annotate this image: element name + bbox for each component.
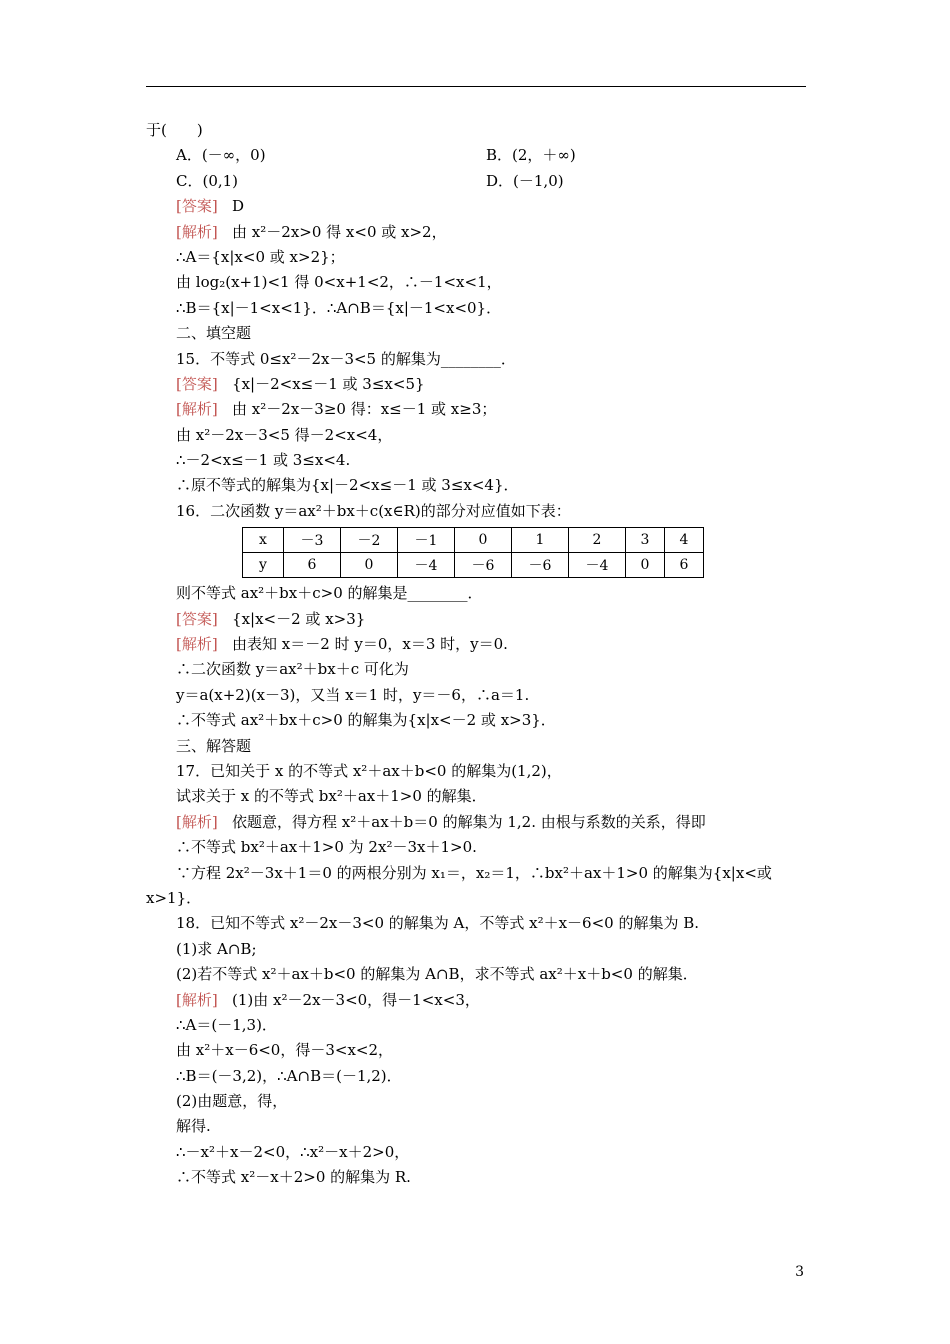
q16-analysis-line: y＝a(x+2)(x－3)，又当 x＝1 时，y＝－6，∴a＝1. [176, 685, 530, 704]
q15-analysis-line [146, 397, 806, 422]
q15-stem: 15．不等式 0≤x²－2x－3<5 的解集为________． [176, 349, 516, 368]
header-rule [146, 86, 806, 87]
q18-analysis-line: ∴不等式 x²－x＋2>0 的解集为 R. [176, 1168, 411, 1187]
q17-stem: 17．已知关于 x 的不等式 x²＋ax＋b<0 的解集为(1,2)， [176, 761, 562, 780]
q16-analysis-line [146, 632, 806, 657]
q16-analysis-line: ∴二次函数 y＝ax²＋bx＋c 可化为 [176, 660, 409, 679]
table-row [243, 528, 704, 553]
q17-analysis-line: ∴不等式 bx²＋ax＋1>0 为 2x²－3x＋1>0. [176, 838, 477, 857]
table-cell: 4 [665, 528, 704, 553]
table-cell: 3 [626, 528, 665, 553]
analysis-tag: [解析] [176, 400, 218, 419]
q16-analysis-line: ∴不等式 ax²＋bx＋c>0 的解集为{x|x<－2 或 x>3}． [176, 711, 556, 730]
q16-analysis-text: 由表知 x＝－2 时 y＝0，x＝3 时，y＝0. [232, 635, 508, 654]
q15-analysis-line: ∴－2<x≤－1 或 3≤x<4. [176, 451, 351, 470]
analysis-tag: [解析] [176, 222, 218, 241]
answer-tag: [答案] [176, 374, 218, 393]
analysis-tag: [解析] [176, 812, 218, 831]
section-title-fill-in: 二、填空题 [176, 324, 252, 343]
q17-analysis-wrap: x>1}． [146, 888, 202, 907]
q14-option-b: B．(2，＋∞) [486, 146, 576, 165]
table-header-x: x [243, 528, 284, 553]
q18-analysis-line [146, 988, 806, 1013]
q18-analysis-line: 由 x²＋x－6<0，得－3<x<2， [176, 1041, 394, 1060]
q15-analysis-line: ∴原不等式的解集为{x|－2<x≤－1 或 3≤x<4}． [176, 476, 519, 495]
q17-analysis-line: ∵方程 2x²－3x＋1＝0 的两根分别为 x₁＝，x₂＝1，∴bx²＋ax＋1>0 的解集为{x|x<或 [176, 863, 772, 882]
q14-analysis-line: ∴A＝{x|x<0 或 x>2}； [176, 247, 345, 266]
q18-analysis-line: ∴A＝(－1,3)． [176, 1015, 277, 1034]
q14-option-c: C．(0,1) [176, 171, 239, 190]
q14-answer-line [146, 194, 806, 219]
q14-options-row-2 [146, 169, 806, 194]
q15-answer: {x|－2<x≤－1 或 3≤x<5} [232, 374, 425, 393]
page-number: 3 [795, 1264, 804, 1280]
table-cell: 0 [626, 553, 665, 578]
q14-options-row-1 [146, 143, 806, 168]
q16-answer-line [146, 607, 806, 632]
table-header-y: y [243, 553, 284, 578]
table-cell: －3 [284, 528, 341, 553]
q16-value-table [242, 527, 704, 578]
q15-analysis-text: 由 x²－2x－3≥0 得：x≤－1 或 x≥3； [232, 400, 497, 419]
q18-analysis-line: 解得. [176, 1117, 211, 1136]
q18-analysis-line: ∴－x²＋x－2<0，∴x²－x＋2>0， [176, 1142, 410, 1161]
q16-stem: 16．二次函数 y＝ax²＋bx＋c(x∈R)的部分对应值如下表： [176, 501, 571, 520]
q18-stem: 18．已知不等式 x²－2x－3<0 的解集为 A，不等式 x²＋x－6<0 的解集为 B. [176, 914, 700, 933]
answer-tag: [答案] [176, 197, 218, 216]
q14-stem-tail: 于( ) [146, 121, 203, 139]
table-cell: －1 [398, 528, 455, 553]
q18-analysis-text: (1)由 x²－2x－3<0，得－1<x<3， [232, 990, 480, 1009]
table-cell: 1 [512, 528, 569, 553]
q17-analysis-text: 依题意，得方程 x²＋ax＋b＝0 的解集为 1,2. 由根与系数的关系，得即 [232, 812, 706, 831]
q14-analysis-line [146, 220, 806, 245]
table-cell: 2 [569, 528, 626, 553]
q18-analysis-line: ∴B＝(－3,2)，∴A∩B＝(－1,2)． [176, 1066, 402, 1085]
table-cell: 6 [665, 553, 704, 578]
table-cell: －6 [455, 553, 512, 578]
answer-tag: [答案] [176, 609, 218, 628]
table-cell: －4 [569, 553, 626, 578]
q15-answer-line [146, 372, 806, 397]
q17-stem-2: 试求关于 x 的不等式 bx²＋ax＋1>0 的解集． [176, 787, 487, 806]
analysis-tag: [解析] [176, 990, 218, 1009]
page-content [146, 118, 806, 1191]
section-title-solutions: 三、解答题 [176, 736, 252, 755]
q14-analysis-line: ∴B＝{x|－1<x<1}．∴A∩B＝{x|－1<x<0}． [176, 298, 502, 317]
q18-analysis-line: (2)由题意，得， [176, 1092, 288, 1111]
analysis-tag: [解析] [176, 635, 218, 654]
q14-option-d: D．(－1,0) [486, 171, 564, 190]
q16-answer: {x|x<－2 或 x>3} [232, 609, 366, 628]
table-cell: 6 [284, 553, 341, 578]
q14-option-a: A．(－∞，0) [176, 146, 266, 165]
table-cell: －2 [341, 528, 398, 553]
q17-analysis-line [146, 810, 806, 835]
q16-stem-2: 则不等式 ax²＋bx＋c>0 的解集是________． [176, 584, 483, 603]
q15-analysis-line: 由 x²－2x－3<5 得－2<x<4， [176, 425, 393, 444]
q14-answer: D [232, 197, 245, 216]
q14-analysis-line: 由 log₂(x+1)<1 得 0<x+1<2，∴－1<x<1， [176, 273, 502, 292]
table-row [243, 553, 704, 578]
q14-analysis-text: 由 x²－2x>0 得 x<0 或 x>2， [232, 222, 447, 241]
table-cell: －6 [512, 553, 569, 578]
q18-part-2: (2)若不等式 x²＋ax＋b<0 的解集为 A∩B，求不等式 ax²＋x＋b<0 的解集． [176, 965, 698, 984]
table-cell: 0 [341, 553, 398, 578]
q18-part-1: (1)求 A∩B; [176, 939, 257, 958]
table-cell: －4 [398, 553, 455, 578]
table-cell: 0 [455, 528, 512, 553]
